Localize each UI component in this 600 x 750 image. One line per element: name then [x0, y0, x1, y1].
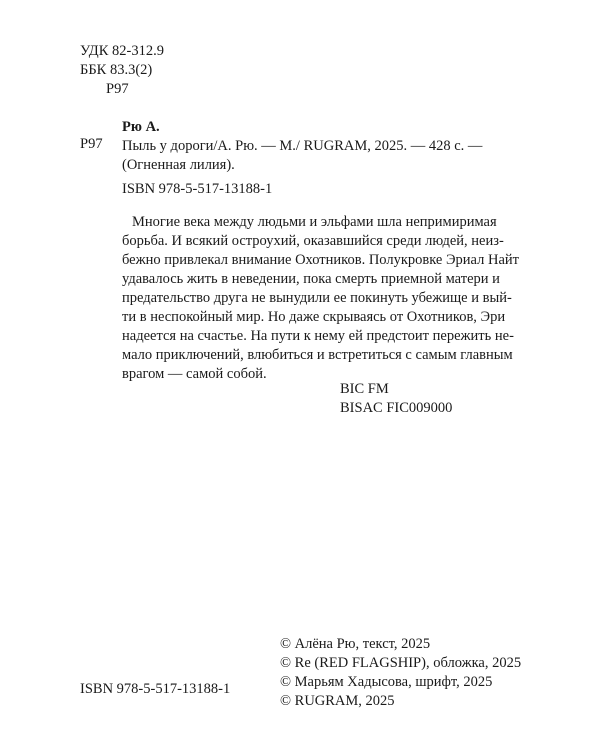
copyright-cover: © Re (RED FLAGSHIP), обложка, 2025	[280, 655, 522, 671]
annotation-line: предательство друга не вынудили ее покинуть убежище и вый-	[122, 290, 512, 306]
copyright-text: © Алёна Рю, текст, 2025	[280, 636, 431, 652]
bic-code: BIC FM	[340, 381, 389, 397]
annotation-line: борьба. И всякий остроухий, оказавшийся среди людей, неиз-	[122, 233, 504, 249]
subject-codes	[340, 380, 452, 418]
isbn-bottom: ISBN 978-5-517-13188-1	[80, 681, 231, 697]
annotation	[122, 213, 519, 384]
classification-block	[80, 42, 164, 99]
annotation-line: врагом — самой собой.	[122, 366, 267, 382]
annotation-line: мало приключений, влюбиться и встретиться с самым главным	[122, 347, 513, 363]
biblio-author-mark: Р97	[80, 136, 103, 152]
annotation-line: бежно привлекал внимание Охотников. Полукровке Эриал Найт	[122, 252, 519, 268]
bibliographic-record	[122, 118, 502, 175]
udk-code: УДК 82-312.9	[80, 43, 164, 59]
copyright-block	[280, 635, 521, 711]
bisac-code: BISAC FIC009000	[340, 400, 453, 416]
annotation-line: ти в неспокойный мир. Но даже скрываясь от Охотников, Эри	[122, 309, 506, 325]
biblio-line-2: (Огненная лилия).	[122, 157, 235, 173]
annotation-line: удавалось жить в неведении, пока смерть приемной матери и	[122, 271, 500, 287]
annotation-line: Многие века между людьми и эльфами шла непримиримая	[132, 214, 497, 230]
biblio-line-1: Пыль у дороги/А. Рю. — М./ RUGRAM, 2025. — 428 с. —	[122, 138, 483, 154]
copyright-font: © Марьям Хадысова, шрифт, 2025	[280, 674, 493, 690]
annotation-line: надеется на счастье. На пути к нему ей предстоит пережить не-	[122, 328, 514, 344]
author-mark: Р97	[106, 81, 129, 97]
copyright-publisher: © RUGRAM, 2025	[280, 693, 395, 709]
author-name: Рю А.	[122, 119, 160, 135]
bbk-code: ББК 83.3(2)	[80, 62, 153, 78]
isbn-top: ISBN 978-5-517-13188-1	[122, 181, 273, 197]
